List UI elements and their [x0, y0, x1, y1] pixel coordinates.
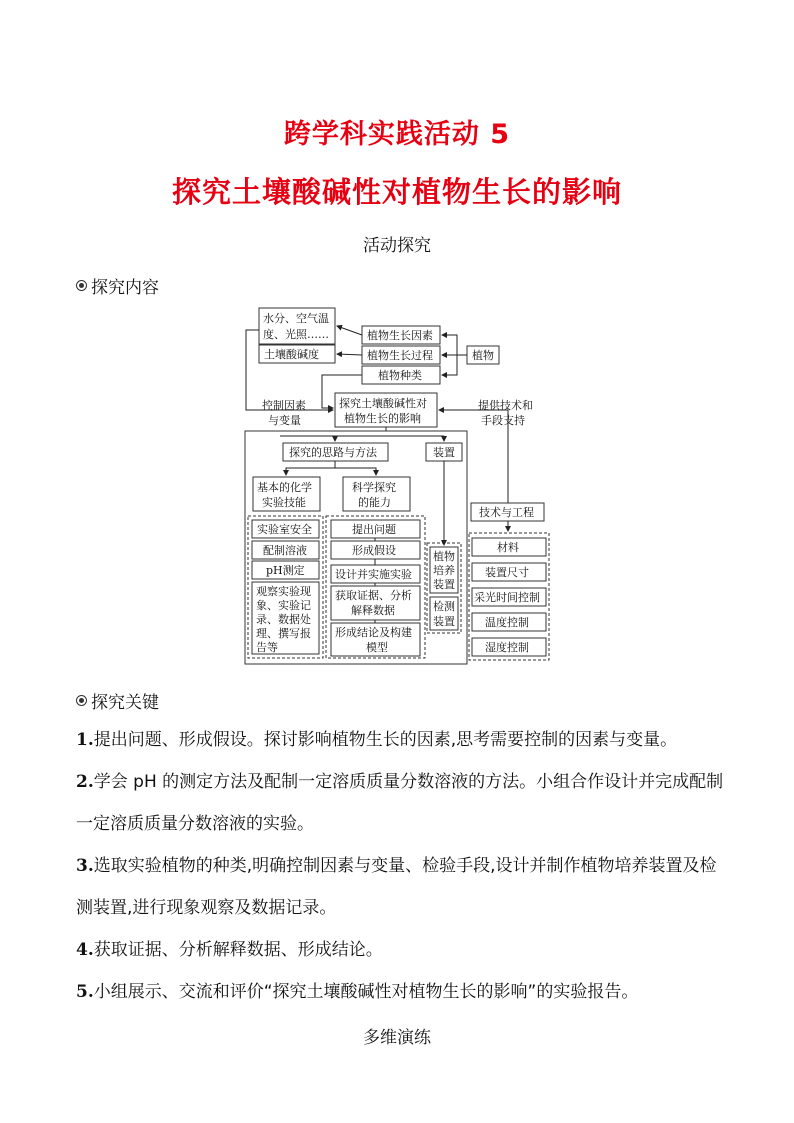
skill-item-solution: 配制溶液 [263, 544, 307, 557]
central-line-1: 探究土壤酸碱性对 [339, 397, 427, 410]
key-num-3: 3. [76, 856, 94, 876]
section-key-label: 探究关键 [91, 693, 159, 713]
evidence-line-1: 获取证据、分析 [335, 589, 412, 602]
ability-line-2: 的能力 [358, 496, 391, 509]
factors-line-1: 水分、空气温 [263, 312, 329, 325]
inquiry-hypothesis: 形成假设 [352, 544, 396, 557]
key-item-5 [76, 971, 726, 1013]
observe-line-3: 录、数据处 [256, 613, 311, 626]
section-content-label: 探究内容 [91, 278, 159, 298]
tech-item-humidity: 湿度控制 [485, 641, 529, 654]
ability-line-1: 科学探究 [352, 481, 396, 494]
method-label: 探究的思路与方法 [289, 446, 377, 459]
conclusion-line-2: 模型 [366, 641, 388, 654]
evidence-line-2: 解释数据 [351, 604, 395, 617]
soil-label: 土壤酸碱度 [264, 348, 319, 361]
tech-item-material: 材料 [497, 541, 519, 554]
tech-item-temp: 温度控制 [485, 616, 529, 629]
key-item-2 [76, 761, 726, 845]
tech-support-label-1: 提供技术和 [478, 399, 533, 412]
section-heading-activity: 活动探究 [363, 236, 431, 256]
observe-line-5: 告等 [256, 641, 278, 654]
device-label: 装置 [433, 446, 455, 459]
skills-line-2: 实验技能 [262, 496, 306, 509]
culture-line-2: 培养 [433, 564, 455, 577]
inquiry-question: 提出问题 [352, 523, 396, 536]
section-heading-practice: 多维演练 [363, 1028, 431, 1048]
control-label-1: 控制因素 [262, 399, 306, 412]
conclusion-line-1: 形成结论及构建 [335, 626, 412, 639]
observe-line-4: 理、撰写报 [256, 627, 311, 640]
tech-support-label-2: 手段支持 [481, 414, 525, 427]
key-text-5: 小组展示、交流和评价“探究土壤酸碱性对植物生长的影响”的实验报告。 [93, 982, 639, 1002]
skill-item-ph: pH测定 [266, 564, 305, 577]
key-num-2: 2. [76, 772, 94, 792]
detect-line-2: 装置 [433, 615, 455, 628]
key-item-3 [76, 845, 726, 929]
culture-line-1: 植物 [433, 550, 455, 563]
key-text-3: 选取实验植物的种类,明确控制因素与变量、检验手段,设计并制作植物培养装置及检测装置,进行现象观察及数据记录。 [76, 856, 717, 918]
growth-process-label: 植物生长过程 [367, 349, 433, 362]
skill-item-safety: 实验室安全 [257, 523, 312, 536]
circle-bullet-icon [76, 695, 87, 706]
skills-line-1: 基本的化学 [257, 481, 312, 494]
plant-label: 植物 [472, 349, 494, 362]
observe-line-2: 象、实验记 [256, 599, 311, 612]
activity-title: 跨学科实践活动 5 [283, 119, 511, 150]
key-item-4 [76, 929, 726, 971]
tech-label: 技术与工程 [479, 506, 534, 519]
central-line-2: 植物生长的影响 [344, 412, 421, 425]
tech-item-light: 采光时间控制 [474, 591, 540, 604]
control-label-2: 与变量 [268, 414, 301, 427]
key-text-2: 学会 pH 的测定方法及配制一定溶质质量分数溶液的方法。小组合作设计并完成配制一定溶质质量分数溶液的实验。 [76, 772, 724, 834]
key-num-4: 4. [76, 940, 94, 960]
inquiry-experiment: 设计并实施实验 [335, 568, 412, 581]
species-label: 植物种类 [378, 369, 422, 382]
factors-line-2: 度、光照…… [263, 328, 329, 341]
activity-subtitle: 探究土壤酸碱性对植物生长的影响 [171, 175, 622, 209]
key-item-1 [76, 719, 726, 761]
detect-line-1: 检测 [433, 600, 455, 613]
tech-item-size: 装置尺寸 [485, 566, 529, 579]
culture-line-3: 装置 [433, 578, 455, 591]
key-num-5: 5. [76, 982, 94, 1002]
section-key-heading [76, 688, 159, 713]
key-text-1: 提出问题、形成假设。探讨影响植物生长的因素,思考需要控制的因素与变量。 [93, 730, 678, 750]
key-text-4: 获取证据、分析解释数据、形成结论。 [93, 940, 383, 960]
observe-line-1: 观察实验现 [256, 585, 311, 598]
growth-factor-label: 植物生长因素 [367, 329, 433, 342]
key-num-1: 1. [76, 730, 94, 750]
